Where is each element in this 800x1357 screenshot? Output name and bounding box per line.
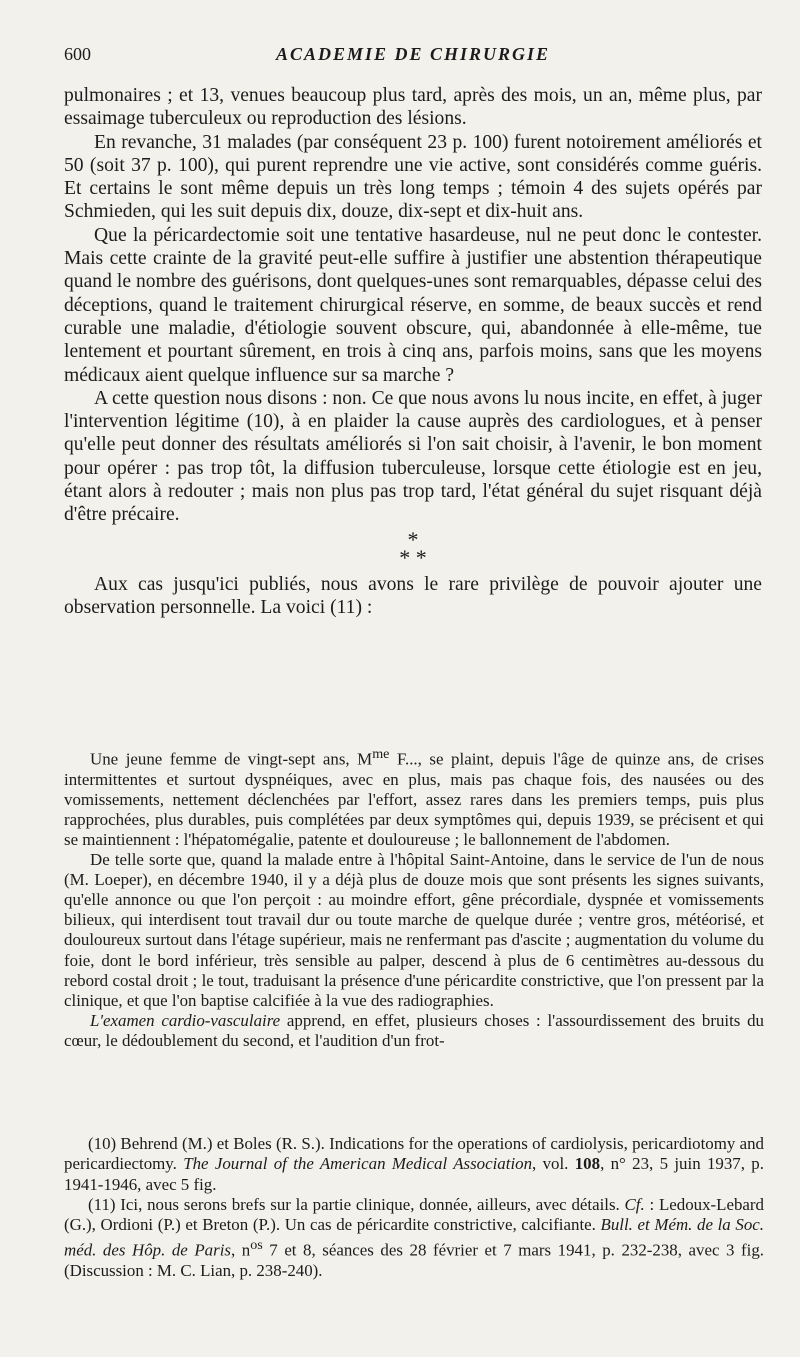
case-paragraph bbox=[64, 1011, 764, 1051]
footnote-text: : Ledoux-Lebard (G.), Ordioni (P.) et Breton (P.). Un cas de péricardite constrictive, calcifiante. bbox=[64, 1194, 765, 1235]
page-number: 600 bbox=[64, 44, 91, 64]
footnote-journal-title: The Journal of the American Medical Association bbox=[183, 1154, 533, 1174]
case-report bbox=[64, 744, 764, 1051]
footnote-text: , n° 23, 5 juin 1937, p. 1941-1946, avec 5 fig. bbox=[64, 1154, 764, 1194]
footnote-text: (11) Ici, nous serons brefs sur la partie clinique, donnée, ailleurs, avec détails. bbox=[88, 1194, 625, 1214]
footnote-text: , vol. bbox=[532, 1154, 575, 1174]
footnote-cf: Cf. bbox=[624, 1194, 645, 1214]
footnote-text: (10) Behrend (M.) et Boles (R. S.). Indications for the operations of cardiolysis, pericardiotomy and pericardiectomy. bbox=[64, 1134, 764, 1174]
running-title: ACADEMIE DE CHIRURGIE bbox=[275, 44, 551, 64]
case-text-segment: apprend, en effet, plusieurs choses : l'assourdissement des bruits du cœur, le dédoublement du second, et l'audition d'un frot- bbox=[64, 1010, 764, 1050]
footnote-journal-title: Bull. et Mém. de la Soc. méd. des Hôp. de Paris bbox=[64, 1215, 764, 1261]
paragraph: pulmonaires ; et 13, venues beaucoup plus tard, après des mois, un an, même plus, par essaimage tuberculeux ou reproduction des lésions. bbox=[64, 85, 762, 130]
case-text-segment: Une jeune femme de vingt-sept ans, M bbox=[90, 749, 373, 769]
case-paragraph bbox=[64, 744, 764, 850]
intro-paragraph: Aux cas jusqu'ici publiés, nous avons le rare privilège de pouvoir ajouter une observation personnelle. La voici (11) : bbox=[64, 573, 762, 618]
footnote-11 bbox=[64, 1195, 764, 1282]
separator-top-star: * bbox=[407, 526, 419, 552]
footnote-text: , n bbox=[230, 1241, 251, 1261]
paragraph: En revanche, 31 malades (par conséquent 23 p. 100) furent notoirement améliorés et 50 (soit 37 p. 100), qui purent reprendre une vie active, sont considérés comme guéris. Et certains le sont même depuis un très long temps ; témoin 4 des sujets opérés par Schmieden, qui les suit depuis dix, douze, dix-sept et dix-huit ans. bbox=[64, 131, 762, 223]
case-paragraph: De telle sorte que, quand la malade entre à l'hôpital Saint-Antoine, dans le service de l'un de nous (M. Loeper), en décembre 1940, il y a déjà plus de douze mois que sont présents les signes suivants, qu'elle annonce ou que l'on perçoit : au moindre effort, gêne précordiale, dyspnée et vomissements bilieux, qui interdisent tout travail dur ou toute marche de quelque durée ; ventre gros, météorisé, et douloureux surtout dans l'étage supérieur, mais ne renfermant pas d'ascite ; augmentation du volume du foie, dont le bord inférieur, très sensible au palper, descend à plus de 6 centimètres au-dessous du rebord costal droit ; le tout, traduisant la présence d'une péricardite constrictive, que l'on pressent par la clinique, et que l'on baptise calcifiée à la vue des radiographies. bbox=[64, 850, 764, 1010]
main-body-text bbox=[64, 84, 762, 619]
footnote-10 bbox=[64, 1134, 764, 1195]
footnotes bbox=[64, 1134, 764, 1282]
footnote-volume: 108 bbox=[574, 1154, 601, 1174]
section-separator bbox=[64, 526, 762, 570]
footnote-text: 7 et 8, séances des 28 février et 7 mars 1941, p. 232-238, avec 3 fig. (Discussion : M. C. Lian, p. 238-240). bbox=[64, 1241, 765, 1281]
separator-bottom-stars: * * bbox=[399, 544, 427, 570]
page-header bbox=[64, 44, 762, 70]
case-text-segment: F..., se plaint, depuis l'âge de quinze ans, de crises intermittentes et surtout dyspnéiques, avec en plus, mais pas chaque fois, des nausées ou des vomissements, nettement déclenchées par l'effort, assez rares dans les premiers temps, puis plus rapprochées, plus durables, puis complétées par deux symptômes qui, depuis 1939, se précisent et qui se maintiennent : l'hépatomégalie, patente et douloureuse ; le ballonnement de l'abdomen. bbox=[64, 749, 764, 849]
paragraph: Que la péricardectomie soit une tentative hasardeuse, nul ne peut donc le contester. Mais cette crainte de la gravité peut-elle suffire à justifier une abstention thérapeutique quand le nombre des guérisons, dont quelques-unes sont remarquables, dépasse celui des déceptions, quand le traitement chirurgical réserve, en somme, de beaux succès et rend curable une maladie, d'étiologie souvent obscure, qui, abandonnée à elle-même, tue lentement et pourtant sûrement, en trois à cinq ans, parfois moins, sans que les moyens médicaux aient quelque influence sur sa marche ? bbox=[64, 224, 762, 386]
case-emphasis: L'examen cardio-vasculaire bbox=[90, 1010, 281, 1030]
paragraph: A cette question nous disons : non. Ce que nous avons lu nous incite, en effet, à juger l'intervention légitime (10), à en plaider la cause auprès des cardiologues, et à penser qu'elle peut donner des résultats améliorés si l'on sait choisir, à l'avenir, le bon moment pour opérer : pas trop tôt, la diffusion tuberculeuse, lorsque cette étiologie est en jeu, étant alors à redouter ; mais non plus pas trop tard, l'état général du sujet risquant déjà d'être précaire. bbox=[64, 387, 762, 526]
footnote-superscript: os bbox=[250, 1237, 263, 1254]
case-superscript: me bbox=[372, 746, 390, 762]
